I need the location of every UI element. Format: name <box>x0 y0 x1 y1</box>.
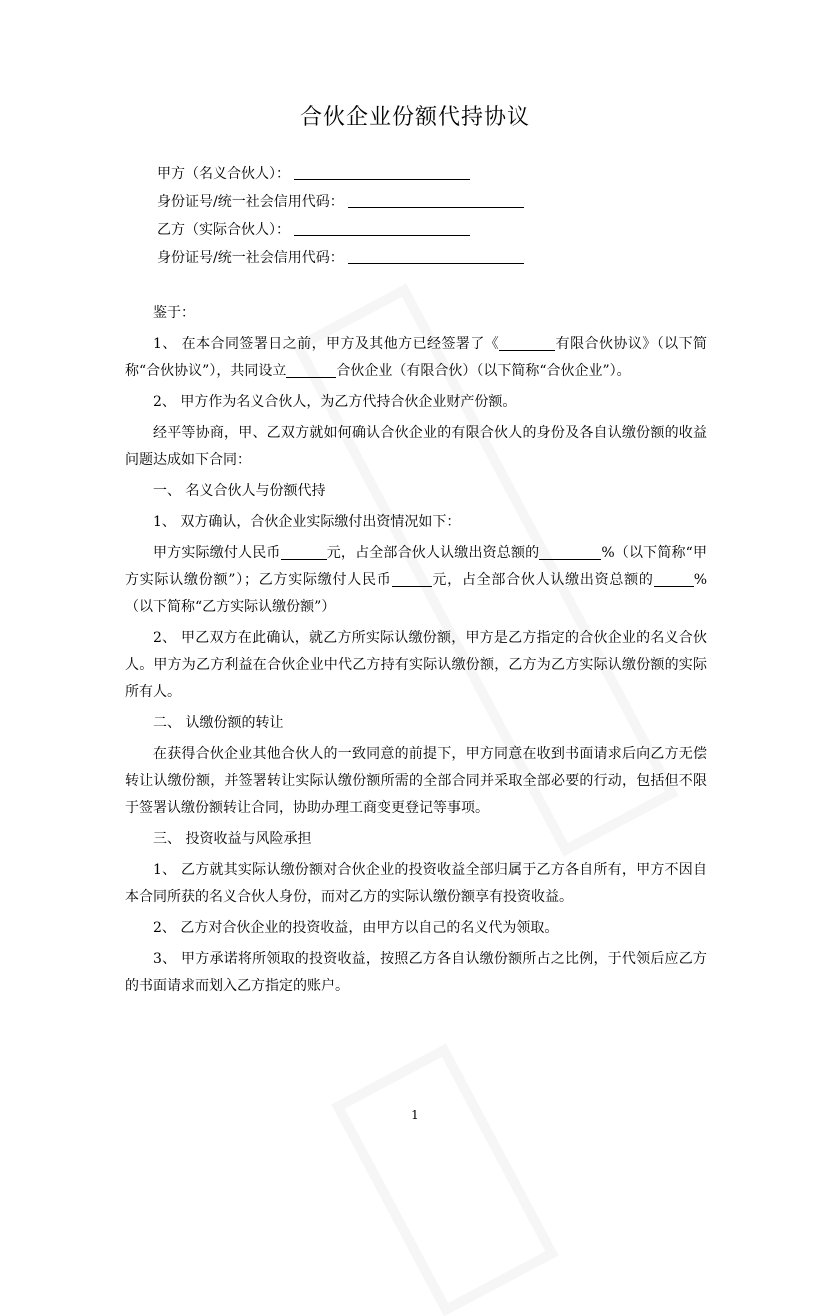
section-2-heading: 二、 认缴份额的转让 <box>153 715 284 731</box>
party-a-label: 甲方（名义合伙人）： <box>157 166 290 182</box>
section-1-heading: 一、 名义合伙人与份额代持 <box>153 483 326 499</box>
agreement-name-blank[interactable] <box>499 334 555 351</box>
party-b-field <box>157 216 524 244</box>
party-b-id-blank[interactable] <box>348 245 524 264</box>
party-b-id-field <box>157 244 524 272</box>
enterprise-name-blank[interactable] <box>286 361 336 378</box>
recitals-heading: 鉴于： <box>153 305 195 321</box>
section-3-heading: 三、 投资收益与风险承担 <box>153 831 312 847</box>
party-a-field <box>157 160 524 188</box>
section-1-contribution: 甲方实际缴付人民币 元，占全部合伙人认缴出资总额的 %（以下简称“甲方实际认缴份额”）；乙方实际缴付人民币 元，占全部合伙人认缴出资总额的 %（以下简称“乙方实际认缴份额”） <box>125 545 708 615</box>
party-b-blank[interactable] <box>294 217 470 236</box>
section-3-item-2: 2、 乙方对合伙企业的投资收益，由甲方以自己的名义代为领取。 <box>153 920 559 936</box>
watermark-stamp-icon <box>331 1044 558 1316</box>
section-3-item-1: 1、 乙方就其实际认缴份额对合伙企业的投资收益全部归属于乙方各自所有，甲方不因自本合同所获的名义合伙人身份，而对乙方的实际认缴份额享有投资收益。 <box>125 862 707 905</box>
party-a-id-field <box>157 188 524 216</box>
recitals-intro: 经平等协商，甲、乙双方就如何确认合伙企业的有限合伙人的身份及各自认缴份额的收益问题达成如下合同： <box>125 425 707 468</box>
party-fields <box>157 160 524 272</box>
agreement-body <box>125 300 707 1000</box>
party-b-id-label: 身份证号/统一社会信用代码： <box>157 250 344 266</box>
party-a-blank[interactable] <box>294 161 470 180</box>
party-b-amount-blank[interactable] <box>392 570 432 587</box>
page-number: 1 <box>411 1108 419 1122</box>
party-b-percent-blank[interactable] <box>654 570 694 587</box>
party-b-label: 乙方（实际合伙人）： <box>157 222 290 238</box>
section-1-item-2: 2、 甲乙双方在此确认，就乙方所实际认缴份额，甲方是乙方指定的合伙企业的名义合伙人。甲方为乙方利益在合伙企业中代乙方持有实际认缴份额，乙方为乙方实际认缴份额的实际所有人。 <box>125 630 707 700</box>
section-1-item-1: 1、 双方确认，合伙企业实际缴付出资情况如下： <box>153 514 461 530</box>
section-3-item-3: 3、 甲方承诺将所领取的投资收益，按照乙方各自认缴份额所占之比例，于代领后应乙方的书面请求而划入乙方指定的账户。 <box>125 951 707 994</box>
party-a-id-blank[interactable] <box>348 189 524 208</box>
party-a-amount-blank[interactable] <box>281 543 327 560</box>
party-a-id-label: 身份证号/统一社会信用代码： <box>157 194 344 210</box>
recital-item-1: 1、 在本合同签署日之前，甲方及其他方已经签署了《 有限合伙协议》（以下简称“合伙协议”），共同设立 合伙企业（有限合伙）（以下简称“合伙企业”）。 <box>125 336 707 379</box>
document-title: 合伙企业份额代持协议 <box>299 105 530 130</box>
recital-item-2: 2、 甲方作为名义合伙人，为乙方代持合伙企业财产份额。 <box>153 394 517 410</box>
section-2-body: 在获得合伙企业其他合伙人的一致同意的前提下，甲方同意在收到书面请求后向乙方无偿转让认缴份额，并签署转让实际认缴份额所需的全部合同并采取全部必要的行动，包括但不限于签署认缴份额转让合同，协助办理工商变更登记等事项。 <box>125 746 707 816</box>
party-a-percent-blank[interactable] <box>539 543 601 560</box>
